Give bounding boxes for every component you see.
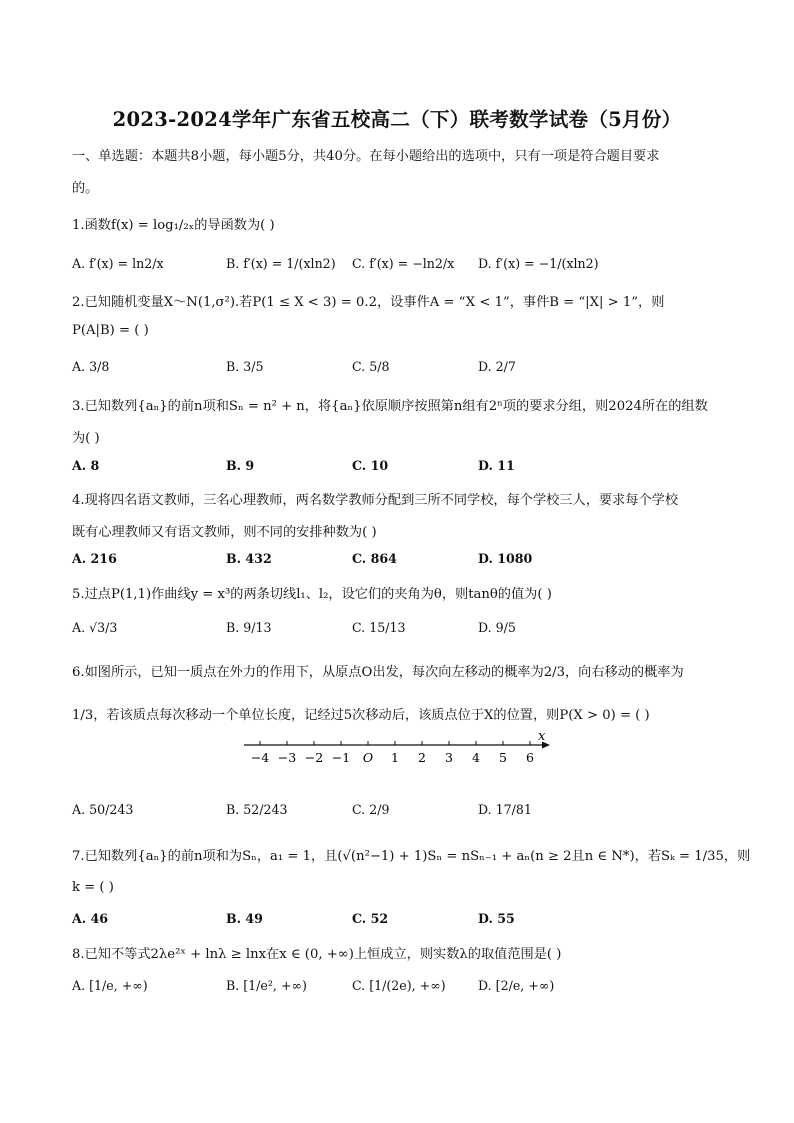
question-1-option-a[interactable]: A. f′(x) = ln2/x bbox=[72, 256, 164, 271]
question-8-option-d[interactable]: D. [2/e, +∞) bbox=[478, 978, 555, 993]
question-2-option-b[interactable]: B. 3/5 bbox=[226, 359, 264, 374]
question-3-option-c[interactable]: C. 10 bbox=[352, 458, 389, 473]
question-3-option-b[interactable]: B. 9 bbox=[226, 458, 255, 473]
tick-label: O bbox=[362, 750, 374, 765]
tick-label: 6 bbox=[526, 750, 534, 765]
question-1-option-c[interactable]: C. f′(x) = −ln2/x bbox=[352, 256, 455, 271]
question-7-option-c[interactable]: C. 52 bbox=[352, 911, 389, 926]
question-7-option-b[interactable]: B. 49 bbox=[226, 911, 263, 926]
question-4-stem: 4.现将四名语文教师，三名心理教师，两名数学教师分配到三所不同学校，每个学校三人，要求每个学校 bbox=[72, 493, 679, 508]
question-5-option-c[interactable]: C. 15/13 bbox=[352, 620, 406, 635]
tick-label: −2 bbox=[304, 750, 324, 765]
question-5-option-a[interactable]: A. √3/3 bbox=[72, 620, 118, 635]
question-4-option-a[interactable]: A. 216 bbox=[72, 551, 117, 566]
tick-label: −3 bbox=[277, 750, 297, 765]
question-2-option-a[interactable]: A. 3/8 bbox=[72, 359, 110, 374]
question-7-stem: 7.已知数列{aₙ}的前n项和为Sₙ，a₁ = 1，且(√(n²−1) + 1)Sₙ = nSₙ₋₁ + aₙ(n ≥ 2且n ∈ N*)，若Sₖ = 1/35，则 bbox=[72, 849, 751, 864]
section-header: 一、单选题：本题共8小题，每小题5分，共40分。在每小题给出的选项中，只有一项是符合题目要求 bbox=[72, 149, 660, 164]
question-3-option-d[interactable]: D. 11 bbox=[478, 458, 515, 473]
question-8-option-b[interactable]: B. [1/e², +∞) bbox=[226, 978, 307, 993]
number-line-figure bbox=[238, 729, 558, 769]
section-header-cont: 的。 bbox=[72, 181, 99, 196]
question-8-option-a[interactable]: A. [1/e, +∞) bbox=[72, 978, 148, 993]
question-8-option-c[interactable]: C. [1/(2e), +∞) bbox=[352, 978, 446, 993]
question-2-stem: 2.已知随机变量X～N(1,σ²).若P(1 ≤ X < 3) = 0.2，设事件A = “X < 1”，事件B = “|X| > 1”，则 bbox=[72, 295, 665, 310]
question-3-option-a[interactable]: A. 8 bbox=[72, 458, 100, 473]
question-4-option-c[interactable]: C. 864 bbox=[352, 551, 397, 566]
tick-label: 4 bbox=[472, 750, 480, 765]
question-6-option-d[interactable]: D. 17/81 bbox=[478, 802, 532, 817]
question-5-option-d[interactable]: D. 9/5 bbox=[478, 620, 516, 635]
tick-label: 5 bbox=[499, 750, 507, 765]
question-6-stem-cont: 1/3，若该质点每次移动一个单位长度，记经过5次移动后，该质点位于X的位置，则P(X > 0) = ( ) bbox=[72, 708, 650, 723]
question-8-stem: 8.已知不等式2λe²ˣ + lnλ ≥ lnx在x ∈ (0, +∞)上恒成立，则实数λ的取值范围是( ) bbox=[72, 947, 562, 962]
page-title: 2023-2024学年广东省五校高二（下）联考数学试卷（5月份） bbox=[112, 108, 682, 131]
question-2-stem-cont: P(A|B) = ( ) bbox=[72, 323, 149, 338]
question-6-stem: 6.如图所示，已知一质点在外力的作用下，从原点O出发，每次向左移动的概率为2/3，向右移动的概率为 bbox=[72, 665, 684, 680]
axis-label: x bbox=[538, 729, 546, 744]
tick-label: 1 bbox=[391, 750, 399, 765]
question-2-option-d[interactable]: D. 2/7 bbox=[478, 359, 516, 374]
question-3-stem-cont: 为( ) bbox=[72, 431, 100, 446]
tick-label: −1 bbox=[331, 750, 351, 765]
question-7-option-d[interactable]: D. 55 bbox=[478, 911, 515, 926]
tick-label: 2 bbox=[418, 750, 426, 765]
question-7-stem-cont: k = ( ) bbox=[72, 880, 114, 895]
question-7-option-a[interactable]: A. 46 bbox=[72, 911, 109, 926]
tick-label: −4 bbox=[250, 750, 270, 765]
question-6-option-b[interactable]: B. 52/243 bbox=[226, 802, 288, 817]
question-5-option-b[interactable]: B. 9/13 bbox=[226, 620, 272, 635]
question-6-option-a[interactable]: A. 50/243 bbox=[72, 802, 134, 817]
question-4-stem-cont: 既有心理教师又有语文教师，则不同的安排种数为( ) bbox=[72, 525, 377, 540]
question-4-option-d[interactable]: D. 1080 bbox=[478, 551, 533, 566]
question-3-stem: 3.已知数列{aₙ}的前n项和Sₙ = n² + n，将{aₙ}依原顺序按照第n组有2ⁿ项的要求分组，则2024所在的组数 bbox=[72, 399, 708, 414]
tick-label: 3 bbox=[445, 750, 453, 765]
question-5-stem: 5.过点P(1,1)作曲线y = x³的两条切线l₁、l₂，设它们的夹角为θ，则tanθ的值为( ) bbox=[72, 587, 552, 602]
question-4-option-b[interactable]: B. 432 bbox=[226, 551, 272, 566]
question-2-option-c[interactable]: C. 5/8 bbox=[352, 359, 390, 374]
question-1-option-b[interactable]: B. f′(x) = 1/(xln2) bbox=[226, 256, 336, 271]
question-1-option-d[interactable]: D. f′(x) = −1/(xln2) bbox=[478, 256, 599, 271]
question-1-stem: 1.函数f(x) = log₁/₂ₓ的导函数为( ) bbox=[72, 218, 275, 233]
question-6-option-c[interactable]: C. 2/9 bbox=[352, 802, 390, 817]
